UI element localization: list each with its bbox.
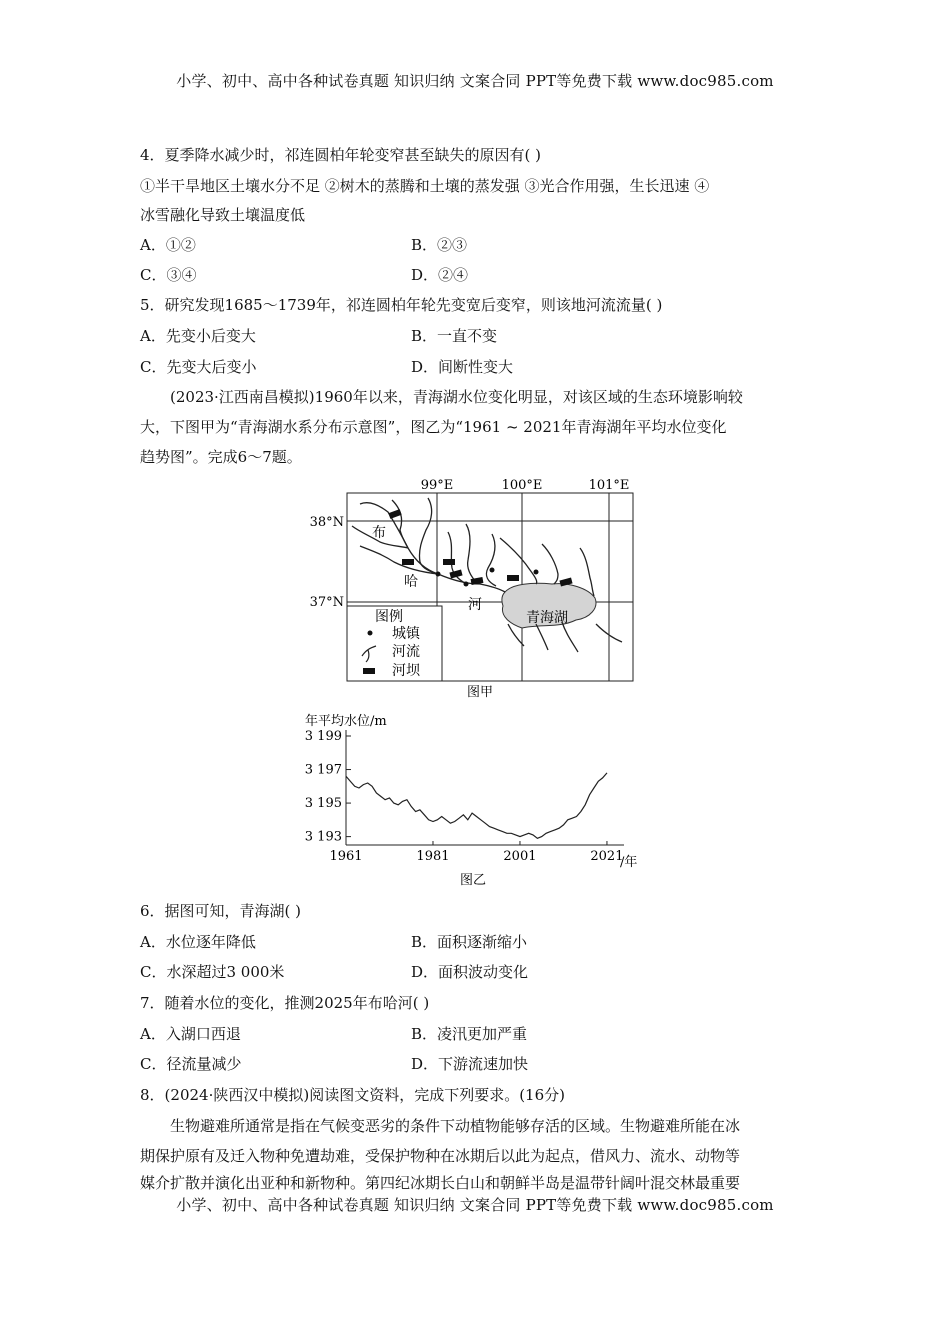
y-tick-label: 3 199 <box>304 729 342 744</box>
lon-label-99: 99°E <box>420 478 454 493</box>
q4-option-a[interactable]: A．①② <box>140 236 196 254</box>
legend-dam-symbol <box>363 668 375 674</box>
river-char-ha: 哈 <box>404 574 418 590</box>
chart-ylabel: 年平均水位/m <box>305 714 387 729</box>
lat-label-38: 38°N <box>309 515 344 530</box>
q4-items-line1: ①半干旱地区土壤水分不足 ②树木的蒸腾和土壤的蒸发强 ③光合作用强，生长迅速 ④ <box>140 177 710 195</box>
q5-option-d[interactable]: D．间断性变大 <box>411 358 514 376</box>
chart-caption: 图乙 <box>459 873 487 888</box>
map-caption: 图甲 <box>466 685 494 700</box>
page-footer: 小学、初中、高中各种试卷真题 知识归纳 文案合同 PPT等免费下载 www.doc985.com <box>176 1196 774 1214</box>
legend-dam: 河坝 <box>392 663 420 679</box>
legend-town: 城镇 <box>392 626 420 642</box>
q7-option-a[interactable]: A．入湖口西退 <box>140 1025 241 1043</box>
q8-para-line3: 媒介扩散并演化出亚种和新物种。第四纪冰期长白山和朝鲜半岛是温带针阔叶混交林最重要 <box>140 1174 741 1192</box>
q6-option-b[interactable]: B．面积逐渐缩小 <box>411 933 528 951</box>
q7-option-c[interactable]: C．径流量减少 <box>140 1055 242 1073</box>
x-tick-label: 1961 <box>329 849 363 864</box>
q4-items-line2: 冰雪融化导致土壤温度低 <box>140 206 306 224</box>
page-header: 小学、初中、高中各种试卷真题 知识归纳 文案合同 PPT等免费下载 www.doc985.com <box>176 72 774 90</box>
lat-label-37: 37°N <box>309 595 344 610</box>
q6-option-a[interactable]: A．水位逐年降低 <box>140 933 256 951</box>
q5-stem: 5．研究发现1685～1739年，祁连圆柏年轮先变宽后变窄，则该地河流流量( ) <box>140 296 663 314</box>
series-line-water-level <box>346 773 607 838</box>
chart-xlabel: /年 <box>620 855 638 870</box>
q4-option-c[interactable]: C．③④ <box>140 266 197 284</box>
lake-label: 青海湖 <box>526 610 568 626</box>
passage67-line3: 趋势图”。完成6～7题。 <box>140 448 302 466</box>
y-tick-label: 3 193 <box>304 829 342 845</box>
qinghai-lake-water-system-map <box>300 474 650 700</box>
river-char-bu: 布 <box>372 525 386 541</box>
x-tick-label: 2001 <box>503 849 537 864</box>
q7-option-d[interactable]: D．下游流速加快 <box>411 1055 529 1073</box>
q8-stem: 8．(2024·陕西汉中模拟)阅读图文资料，完成下列要求。(16分) <box>140 1086 565 1104</box>
river-char-he: 河 <box>468 597 482 613</box>
q8-para-line2: 期保护原有及迁入物种免遭劫难，受保护物种在冰期后以此为起点，借风力、流水、动物等 <box>140 1147 741 1165</box>
x-tick-label: 1981 <box>416 849 450 864</box>
lon-label-100: 100°E <box>501 478 543 493</box>
q7-option-b[interactable]: B．凌汛更加严重 <box>411 1025 528 1043</box>
q6-stem: 6．据图可知，青海湖( ) <box>140 902 302 920</box>
legend-title: 图例 <box>375 609 403 625</box>
q8-para-line1: 生物避难所通常是指在气候变恶劣的条件下动植物能够存活的区域。生物避难所能在冰 <box>170 1117 741 1135</box>
passage67-line1: (2023·江西南昌模拟)1960年以来，青海湖水位变化明显，对该区域的生态环境影响较 <box>170 388 743 406</box>
y-tick-label: 3 195 <box>304 796 342 812</box>
q5-option-c[interactable]: C．先变大后变小 <box>140 358 257 376</box>
lon-label-101: 101°E <box>588 478 630 493</box>
passage67-line2: 大，下图甲为“青海湖水系分布示意图”，图乙为“1961 ~ 2021年青海湖年平均水位变化 <box>140 418 727 436</box>
q5-option-a[interactable]: A．先变小后变大 <box>140 327 256 345</box>
legend-town-symbol <box>368 631 373 636</box>
x-tick-label: 2021 <box>590 849 624 864</box>
water-level-trend-chart <box>300 708 660 892</box>
y-tick-label: 3 197 <box>304 762 342 778</box>
q4-option-b[interactable]: B．②③ <box>411 236 468 254</box>
q4-option-d[interactable]: D．②④ <box>411 266 469 284</box>
q4-stem: 4．夏季降水减少时，祁连圆柏年轮变窄甚至缺失的原因有( ) <box>140 146 542 164</box>
q6-option-c[interactable]: C．水深超过3 000米 <box>140 963 285 981</box>
q6-option-d[interactable]: D．面积波动变化 <box>411 963 529 981</box>
legend-river: 河流 <box>392 644 420 660</box>
q7-stem: 7．随着水位的变化，推测2025年布哈河( ) <box>140 994 430 1012</box>
q5-option-b[interactable]: B．一直不变 <box>411 327 498 345</box>
